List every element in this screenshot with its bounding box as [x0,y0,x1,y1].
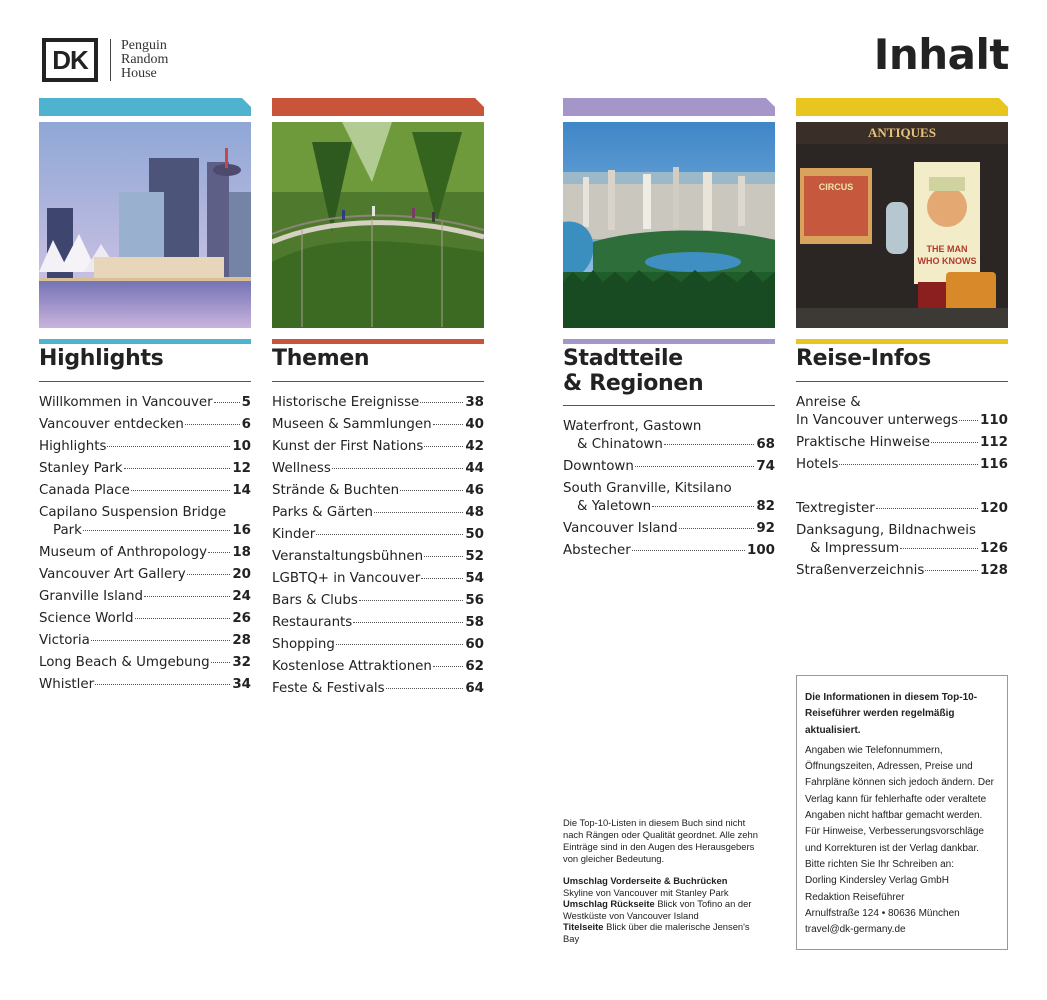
section-title-line: Stadtteile [563,346,683,371]
info-box-address-line: Redaktion Reiseführer [805,891,905,903]
toc-list-reiseinfos [796,394,1008,478]
toc-entry[interactable]: Kostenlose Attraktionen 62 [272,659,484,674]
toc-entry[interactable]: Vancouver Art Gallery 20 [39,567,251,582]
section-rule [796,381,1008,382]
toc-entry[interactable]: Canada Place 14 [39,483,251,498]
photo-antiques-shop [796,122,1008,328]
info-box-body: Angaben wie Telefonnummern, Öffnungszeiten, Adressen, Preise und Fahrpläne können sich jedoch ändern. Der Verlag kann für fehlerhafte oder veraltete Angaben nicht haftbar gemacht werden. Für Hinweise, Verbesserungsvorschläge und Korrekturen ist der Verlag dankbar. Bitte richten Sie Ihr Schreiben an: [805,744,995,870]
toc-entry[interactable]: South Granville, Kitsilano & Yaletown 82 [563,481,775,514]
section-rule [39,381,251,382]
cover-credit: Umschlag Vorderseite & Buchrücken Skyline von Vancouver mit Stanley Park [563,875,729,898]
publisher-name [121,39,168,81]
lists-note: Die Top-10-Listen in diesem Buch sind nicht nach Rängen oder Qualität geordnet. Alle zehn Einträge sind in den Augen des Herausgebers von gleicher Bedeutung. [563,817,758,864]
toc-entry[interactable]: Science World 26 [39,611,251,626]
toc-entry[interactable]: Veranstaltungsbühnen 52 [272,549,484,564]
page-title: Inhalt [873,30,1009,79]
info-box-email[interactable]: travel@dk-germany.de [805,924,906,936]
section-bar [272,339,484,344]
toc-entry[interactable]: Kinder 50 [272,527,484,542]
toc-entry[interactable]: Capilano Suspension Bridge Park 16 [39,505,251,538]
toc-entry[interactable]: Feste & Festivals 64 [272,681,484,696]
toc-entry[interactable]: Anreise & In Vancouver unterwegs 110 [796,395,1008,428]
toc-entry[interactable]: Museum of Anthropology 18 [39,545,251,560]
section-rule [563,405,775,406]
toc-entry[interactable]: Historische Ereignisse 38 [272,395,484,410]
photo-vancouver-aerial [563,122,775,328]
publisher-line: House [121,66,157,81]
toc-entry[interactable]: Parks & Gärten 48 [272,505,484,520]
toc-entry[interactable]: Hotels 116 [796,457,1008,472]
lists-and-cover-notes [563,817,763,944]
cover-credit: Umschlag Rückseite Blick von Tofino an der Westküste von Vancouver Island [563,898,752,921]
section-title-stadtteile [563,346,775,396]
publisher-line: Random [121,52,169,67]
section-bar [796,339,1008,344]
toc-entry[interactable]: Wellness 44 [272,461,484,476]
publisher-line: Penguin [121,38,167,53]
section-title-themen: Themen [272,346,370,371]
toc-entry[interactable]: Long Beach & Umgebung 32 [39,655,251,670]
toc-entry[interactable]: Textregister 120 [796,501,1008,516]
logo-divider [110,39,111,81]
toc-entry[interactable]: Restaurants 58 [272,615,484,630]
dk-logo-mark: DK [42,38,98,82]
toc-entry[interactable]: Granville Island 24 [39,589,251,604]
poster-right-text: THE MAN [926,244,968,254]
poster-left-text: CIRCUS [818,182,854,192]
toc-list-stadtteile [563,418,775,564]
section-title-line: & Regionen [563,371,704,396]
toc-entry[interactable]: Abstecher 100 [563,543,775,558]
photo-suspension-bridge [272,122,484,328]
dk-logo [42,38,168,82]
toc-entry[interactable]: Waterfront, Gastown & Chinatown 68 [563,419,775,452]
section-tab-highlights [39,98,251,116]
section-tab-themen [272,98,484,116]
poster-right-text: WHO KNOWS [917,256,977,266]
toc-entry[interactable]: Shopping 60 [272,637,484,652]
toc-entry[interactable]: Praktische Hinweise 112 [796,435,1008,450]
toc-entry[interactable]: Straßenverzeichnis 128 [796,563,1008,578]
toc-list-reiseinfos-index [796,500,1008,584]
section-tab-reiseinfos [796,98,1008,116]
section-bar [39,339,251,344]
toc-entry[interactable]: Bars & Clubs 56 [272,593,484,608]
toc-entry[interactable]: Willkommen in Vancouver 5 [39,395,251,410]
info-box-address-line: Dorling Kindersley Verlag GmbH [805,875,949,887]
toc-entry[interactable]: Strände & Buchten 46 [272,483,484,498]
info-box-heading: Die Informationen in diesem Top-10-Reiseführer werden regelmäßig aktualisiert. [805,692,978,736]
section-tab-stadtteile [563,98,775,116]
toc-entry[interactable]: Downtown 74 [563,459,775,474]
antiques-sign-text: ANTIQUES [868,125,936,140]
section-rule [272,381,484,382]
toc-entry[interactable]: LGBTQ+ in Vancouver 54 [272,571,484,586]
photo-canada-place-skyline [39,122,251,328]
section-title-reiseinfos: Reise-Infos [796,346,931,371]
toc-entry[interactable]: Whistler 34 [39,677,251,692]
update-info-box [796,675,1008,950]
toc-entry[interactable]: Vancouver entdecken 6 [39,417,251,432]
section-title-highlights: Highlights [39,346,164,371]
toc-entry[interactable]: Museen & Sammlungen 40 [272,417,484,432]
toc-entry[interactable]: Kunst der First Nations 42 [272,439,484,454]
toc-entry[interactable]: Victoria 28 [39,633,251,648]
section-bar [563,339,775,344]
cover-credit: Titelseite Blick über die malerische Jensen's Bay [563,921,750,944]
toc-entry[interactable]: Highlights 10 [39,439,251,454]
cover-credits [563,875,763,944]
toc-entry[interactable]: Vancouver Island 92 [563,521,775,536]
toc-entry[interactable]: Danksagung, Bildnachweis & Impressum 126 [796,523,1008,556]
toc-list-themen [272,394,484,702]
toc-entry[interactable]: Stanley Park 12 [39,461,251,476]
info-box-address-line: Arnulfstraße 124 • 80636 München [805,907,960,919]
toc-list-highlights [39,394,251,698]
